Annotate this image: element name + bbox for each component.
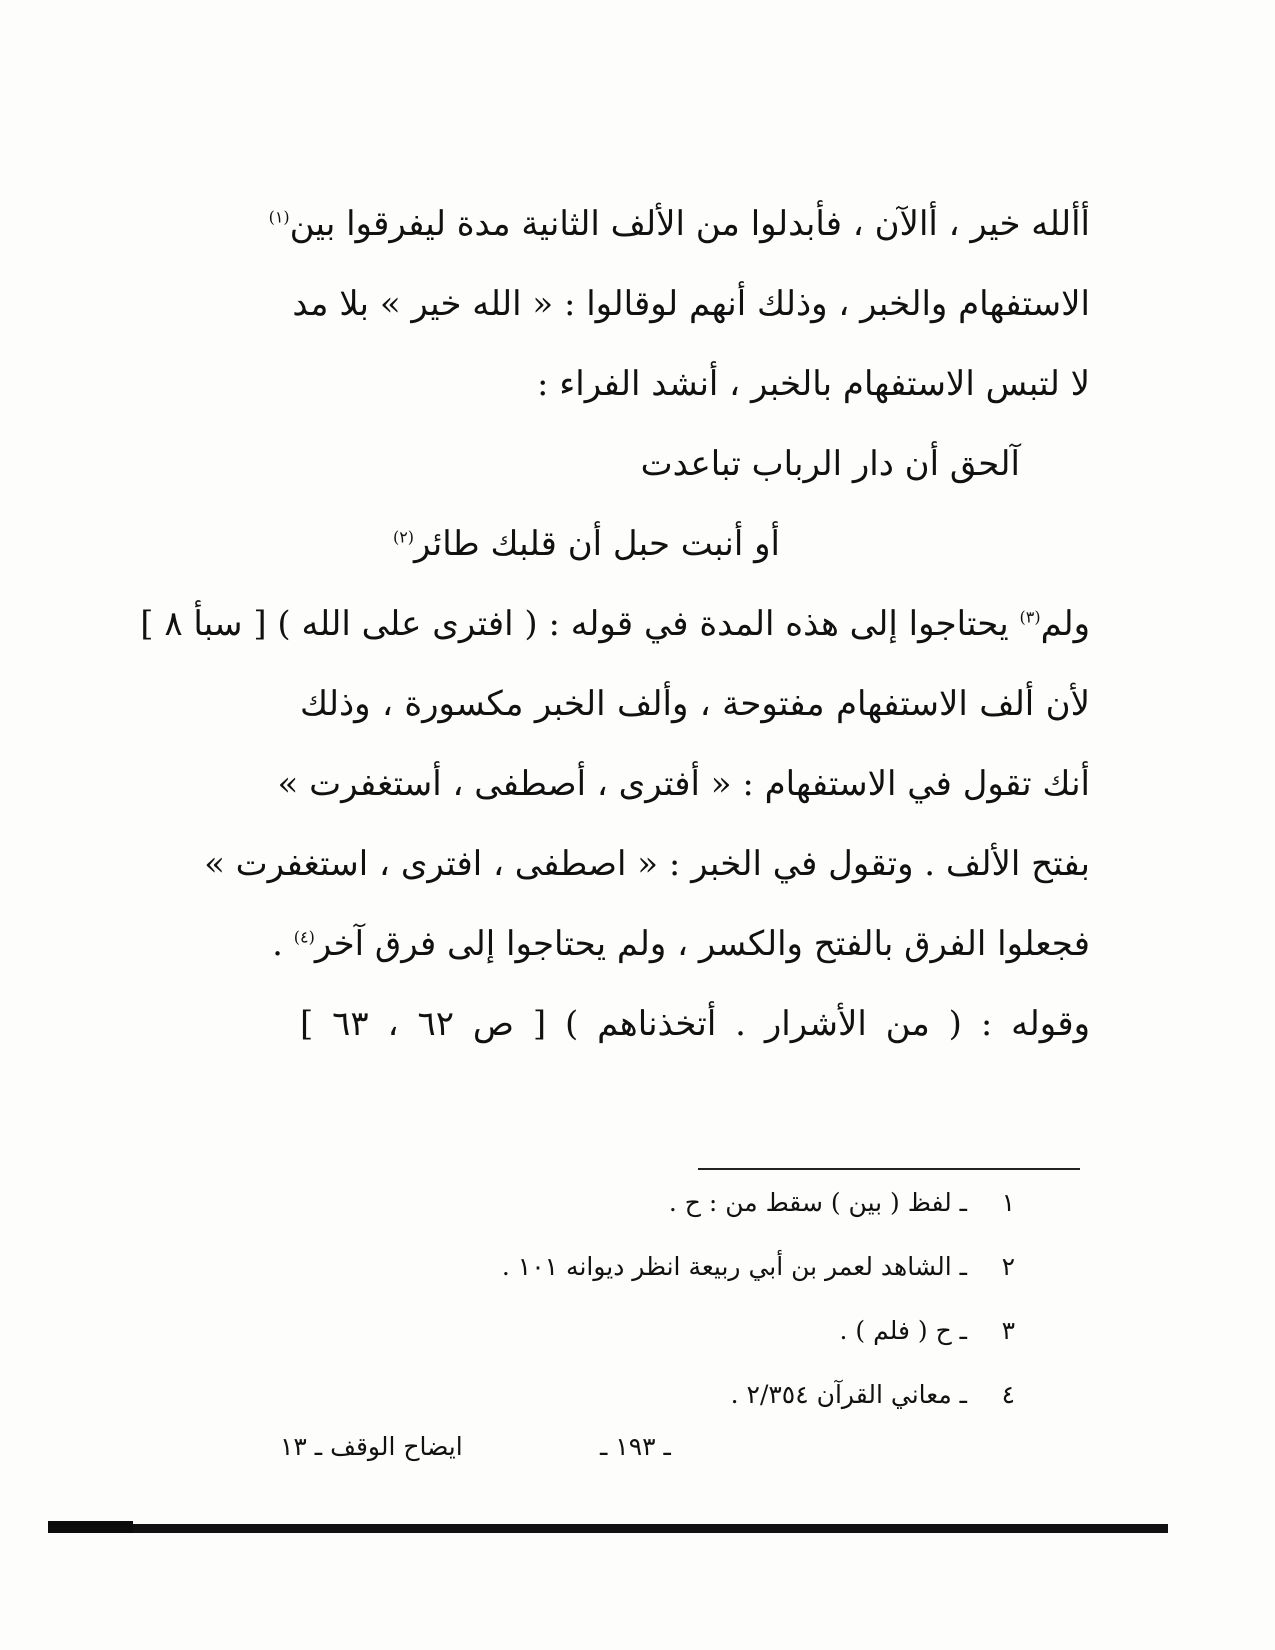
main-text [140, 200, 1090, 1080]
footnote-ref-2: (٢) [392, 527, 415, 547]
footnote-number: ٢ [1001, 1252, 1015, 1281]
text-line-7: لأن ألف الاستفهام مفتوحة ، وألف الخبر مكسورة ، وذلك [300, 684, 1090, 724]
verse-line-2-text: أو أنبت حبل أن قلبك طائر [414, 524, 780, 564]
footnote-ref-1: (١) [268, 207, 290, 227]
verse-line-1: آلحق أن دار الرباب تباعدت [640, 444, 1020, 484]
line-6-text: يحتاجوا إلى هذه المدة في قوله : ( افترى على الله ) [ سبأ ٨ ] [140, 604, 1009, 644]
text-line-10: فجعلوا الفرق بالفتح والكسر ، ولم يحتاجوا إلى فرق آخر$^{(٤)}$ . [272, 924, 1090, 964]
footnote-ref-3: (٣) [1019, 607, 1041, 627]
text-line-3: لا لتبس الاستفهام بالخبر ، أنشد الفراء : [537, 364, 1090, 404]
text-line-1 [268, 200, 1090, 280]
footnote-1 [480, 1185, 1015, 1249]
scan-edge-bar [48, 1524, 1168, 1533]
footnotes [480, 1185, 1015, 1441]
page-number: ـ ١٩٣ ـ [600, 1432, 671, 1461]
scan-edge-mark [48, 1521, 133, 1533]
line-6-prefix: ولم [1040, 604, 1090, 644]
footnote-3 [480, 1313, 1015, 1377]
verse-line-2 [300, 520, 1090, 600]
page-footer [270, 1432, 730, 1472]
footnote-text: ـ معاني القرآن ٢/٣٥٤ . [730, 1380, 967, 1409]
line-10-text: فجعلوا الفرق بالفتح والكسر ، ولم يحتاجوا إلى فرق آخر [314, 924, 1090, 964]
book-label: ايضاح الوقف ـ ١٣ [280, 1432, 463, 1461]
footnote-number: ١ [1001, 1188, 1015, 1217]
footnote-text: ـ ح ( فلم ) . [839, 1316, 967, 1345]
footnote-number: ٤ [1001, 1380, 1015, 1409]
footnote-2 [480, 1249, 1015, 1313]
footnote-separator [698, 1168, 1080, 1170]
text-line-8: أنك تقول في الاستفهام : « أفترى ، أصطفى ، أستغفرت » [277, 764, 1090, 804]
text-line-9: بفتح الألف . وتقول في الخبر : « اصطفى ، افترى ، استغفرت » [204, 844, 1090, 884]
footnote-number: ٣ [1001, 1316, 1015, 1345]
footnote-ref-4: (٤) [293, 927, 315, 947]
line-1-text: أألله خير ، أالآن ، فأبدلوا من الألف الثانية مدة ليفرقوا بين [289, 204, 1090, 244]
footnote-text: ـ الشاهد لعمر بن أبي ربيعة انظر ديوانه ١٠١ . [501, 1252, 967, 1281]
text-line-11: وقوله : ( من الأشرار . أتخذناهم ) [ ص ٦٢ ، ٦٣ ] [300, 1004, 1090, 1044]
text-line-2: الاستفهام والخبر ، وذلك أنهم لوقالوا : « الله خير » بلا مد [292, 284, 1090, 324]
footnote-text: ـ لفظ ( بين ) سقط من : ح . [668, 1188, 967, 1217]
text-line-6 [140, 600, 1090, 680]
